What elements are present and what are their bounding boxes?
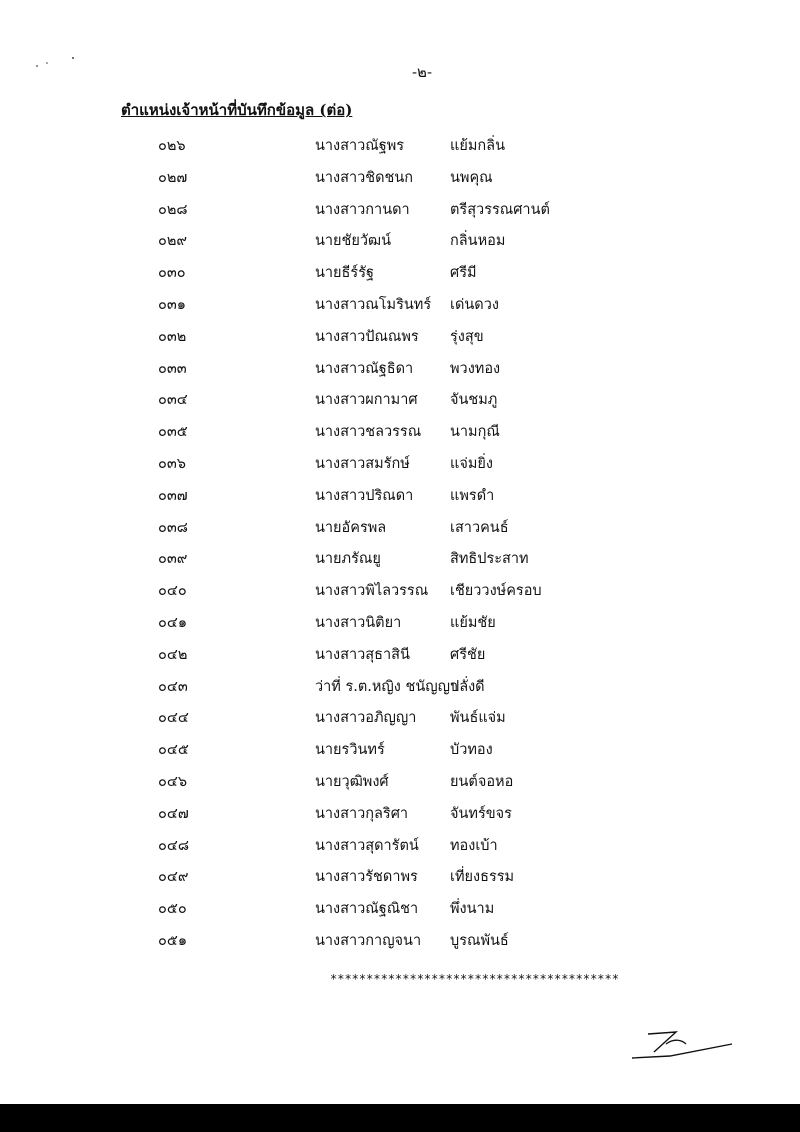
entry-first-name: นางสาวณัฐธิดา xyxy=(315,360,414,377)
entry-last-name: จันทร์ขจร xyxy=(450,805,512,822)
entry-number: ๐๔๕ xyxy=(158,742,189,759)
entry-first-name: นายธีร์รัฐ xyxy=(315,265,374,282)
list-item xyxy=(0,734,800,766)
list-item xyxy=(0,543,800,575)
entry-last-name: ตรีสุวรรณศานต์ xyxy=(450,201,550,218)
list-item xyxy=(0,130,800,162)
entry-number: ๐๓๑ xyxy=(158,296,186,313)
list-item xyxy=(0,353,800,385)
page-number: -๒- xyxy=(411,63,433,81)
entry-number: ๐๔๖ xyxy=(158,773,188,790)
entry-number: ๐๔๘ xyxy=(158,837,190,854)
entry-first-name: นางสาวชลวรรณ xyxy=(315,424,422,441)
list-item xyxy=(0,512,800,544)
entry-first-name: นายรวินทร์ xyxy=(315,742,385,759)
list-item xyxy=(0,893,800,925)
entry-number: ๐๔๒ xyxy=(158,646,188,663)
list-item xyxy=(0,861,800,893)
entry-first-name: นายวุฒิพงศ์ xyxy=(315,773,389,790)
entry-first-name: นางสาวผกามาศ xyxy=(315,392,418,409)
entry-last-name: บัวทอง xyxy=(450,742,493,759)
entry-number: ๐๓๐ xyxy=(158,265,186,282)
list-item xyxy=(0,671,800,703)
entry-last-name: แจ่มยิ่ง xyxy=(450,455,493,472)
entry-last-name: บูรณพันธ์ xyxy=(450,932,509,949)
entry-number: ๐๔๑ xyxy=(158,614,188,631)
list-item xyxy=(0,766,800,798)
entry-number: ๐๔๗ xyxy=(158,805,189,822)
entry-last-name: กลิ่นหอม xyxy=(450,233,506,250)
entry-last-name: ปลั่งดี xyxy=(450,678,485,695)
entry-first-name: นางสาวปริณดา xyxy=(315,487,414,504)
entry-last-name: นพคุณ xyxy=(450,169,493,186)
list-item xyxy=(0,607,800,639)
entry-last-name: แพรดำ xyxy=(450,487,495,504)
entry-last-name: ยนต์จอหอ xyxy=(450,773,514,790)
separator-line: **************************************** xyxy=(330,972,619,986)
list-item xyxy=(0,416,800,448)
entry-number: ๐๓๗ xyxy=(158,487,188,504)
entry-number: ๐๒๗ xyxy=(158,169,188,186)
signature xyxy=(630,1020,740,1069)
entry-last-name: เที่ยงธรรม xyxy=(450,869,515,886)
list-item xyxy=(0,162,800,194)
entry-number: ๐๓๙ xyxy=(158,551,188,568)
list-item xyxy=(0,321,800,353)
staff-list xyxy=(0,130,800,957)
entry-last-name: จันชมภู xyxy=(450,392,498,409)
entry-number: ๐๕๑ xyxy=(158,932,188,949)
entry-number: ๐๔๓ xyxy=(158,678,188,695)
entry-first-name: นางสาวกานดา xyxy=(315,201,410,218)
list-item xyxy=(0,384,800,416)
entry-first-name: นายภรัณยู xyxy=(315,551,381,568)
entry-first-name: นางสาวสุดารัตน์ xyxy=(315,837,419,854)
entry-last-name: แย้มชัย xyxy=(450,614,496,631)
list-item xyxy=(0,448,800,480)
list-item xyxy=(0,257,800,289)
entry-first-name: นางสาวณโมรินทร์ xyxy=(315,296,432,313)
entry-first-name: นายชัยวัฒน์ xyxy=(315,233,392,250)
entry-last-name: ศรีมี xyxy=(450,265,477,282)
entry-number: ๐๒๙ xyxy=(158,233,188,250)
entry-number: ๐๓๔ xyxy=(158,392,188,409)
list-item xyxy=(0,480,800,512)
entry-last-name: พันธ์แจ่ม xyxy=(450,710,506,727)
entry-number: ๐๓๓ xyxy=(158,360,187,377)
entry-first-name: นางสาวสมรักษ์ xyxy=(315,455,410,472)
entry-number: ๐๓๒ xyxy=(158,328,187,345)
list-item xyxy=(0,225,800,257)
entry-first-name: นางสาวรัชดาพร xyxy=(315,869,418,886)
entry-first-name: นางสาวสุธาสินี xyxy=(315,646,410,663)
list-item xyxy=(0,925,800,957)
entry-number: ๐๒๘ xyxy=(158,201,188,218)
entry-number: ๐๒๖ xyxy=(158,138,186,154)
entry-number: ๐๓๕ xyxy=(158,424,188,441)
entry-last-name: ทองเบ้า xyxy=(450,837,498,854)
entry-last-name: รุ่งสุข xyxy=(450,328,484,345)
entry-last-name: เด่นดวง xyxy=(450,296,499,313)
entry-last-name: เสาวคนธ์ xyxy=(450,519,509,536)
list-item xyxy=(0,702,800,734)
entry-last-name: เชียววงษ์ครอบ xyxy=(450,583,542,600)
entry-first-name: นายอัครพล xyxy=(315,519,387,536)
entry-number: ๐๔๔ xyxy=(158,710,189,727)
entry-number: ๐๔๐ xyxy=(158,583,187,600)
entry-first-name: นางสาวนิติยา xyxy=(315,614,402,631)
entry-last-name: สิทธิประสาท xyxy=(450,551,529,568)
entry-last-name: ศรีชัย xyxy=(450,646,486,663)
list-item xyxy=(0,194,800,226)
list-item xyxy=(0,289,800,321)
entry-last-name: พวงทอง xyxy=(450,360,501,377)
list-item xyxy=(0,830,800,862)
entry-number: ๐๓๖ xyxy=(158,455,186,472)
list-item xyxy=(0,639,800,671)
scan-border xyxy=(0,1104,800,1132)
scan-specks xyxy=(34,52,84,76)
entry-first-name: นางสาวปัณณพร xyxy=(315,328,419,345)
entry-first-name: นางสาวกาญจนา xyxy=(315,932,422,949)
entry-first-name: นางสาวอภิญญา xyxy=(315,710,417,727)
entry-last-name: พึ่งนาม xyxy=(450,901,495,918)
entry-first-name: ว่าที่ ร.ต.หญิง ชนัญญา xyxy=(315,678,459,695)
entry-number: ๐๕๐ xyxy=(158,901,187,918)
entry-first-name: นางสาวกุลริศา xyxy=(315,805,409,822)
entry-number: ๐๓๘ xyxy=(158,519,188,536)
list-item xyxy=(0,798,800,830)
entry-last-name: แย้มกลิ่น xyxy=(450,138,505,154)
list-item xyxy=(0,575,800,607)
entry-first-name: นางสาวณัฐณิชา xyxy=(315,901,419,918)
section-heading: ตำแหน่งเจ้าหน้าที่บันทึกข้อมูล (ต่อ) xyxy=(121,101,353,119)
entry-last-name: นามกุณี xyxy=(450,424,500,441)
entry-first-name: นางสาวณัฐพร xyxy=(315,138,405,154)
entry-first-name: นางสาวชิดชนก xyxy=(315,169,414,186)
entry-number: ๐๔๙ xyxy=(158,869,189,886)
entry-first-name: นางสาวพิไลวรรณ xyxy=(315,583,429,600)
